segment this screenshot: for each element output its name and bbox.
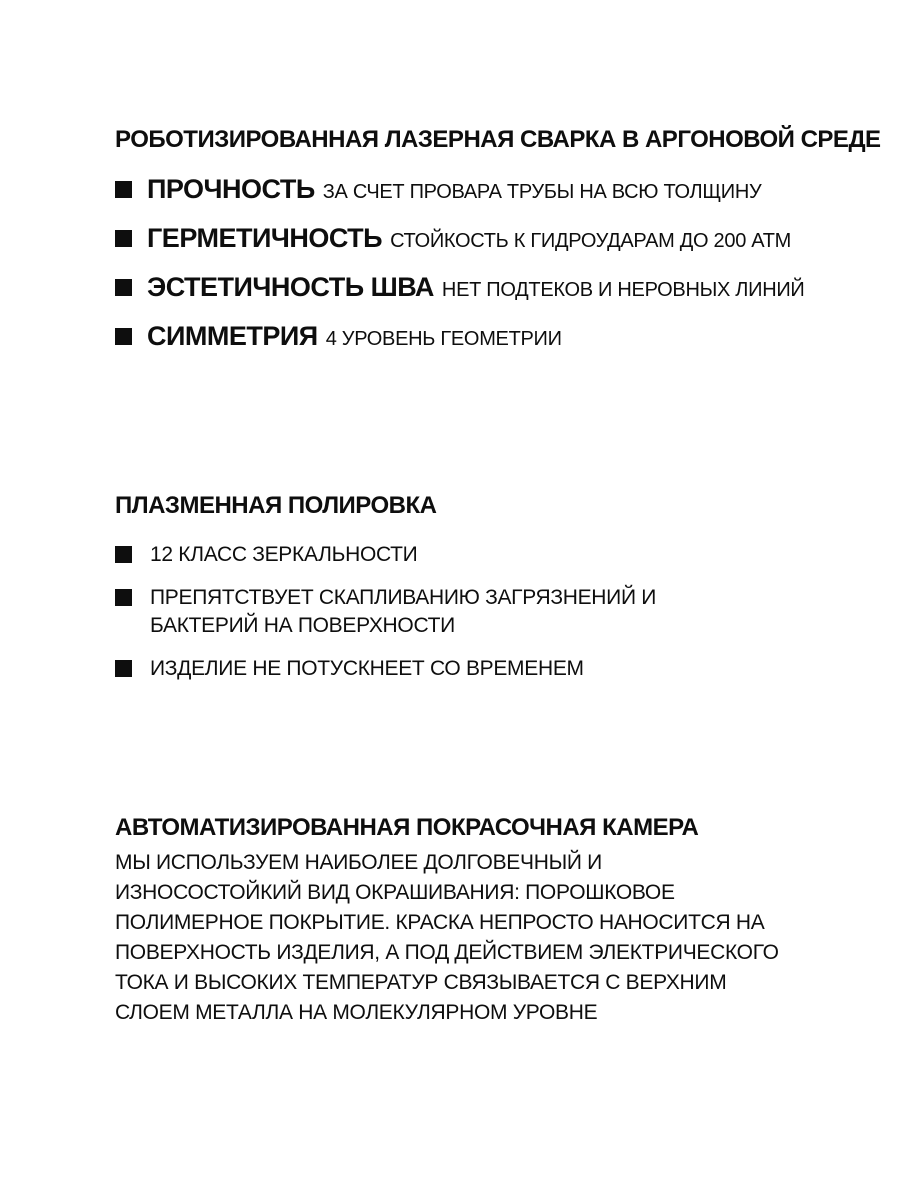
- feature-text: [150, 541, 417, 569]
- feature-keyword: ПРОЧНОСТЬ: [147, 174, 315, 205]
- bullet-square-icon: [115, 328, 132, 345]
- section-painting-chamber: [115, 814, 779, 1028]
- feature-keyword: СИММЕТРИЯ: [147, 321, 318, 352]
- bullet-square-icon: [115, 181, 132, 198]
- list-item: [115, 655, 656, 683]
- section-title: ПЛАЗМЕННАЯ ПОЛИРОВКА: [115, 492, 437, 519]
- list-item: [115, 174, 881, 206]
- feature-text: [147, 174, 761, 205]
- paragraph-line: ТОКА И ВЫСОКИХ ТЕМПЕРАТУР СВЯЗЫВАЕТСЯ С ВЕРХНИМ: [115, 970, 727, 994]
- feature-line: БАКТЕРИЙ НА ПОВЕРХНОСТИ: [150, 613, 455, 637]
- bullet-square-icon: [115, 279, 132, 296]
- bullet-square-icon: [115, 589, 132, 606]
- bullet-square-icon: [115, 546, 132, 563]
- bullet-square-icon: [115, 230, 132, 247]
- section-title: АВТОМАТИЗИРОВАННАЯ ПОКРАСОЧНАЯ КАМЕРА: [115, 814, 699, 841]
- paragraph-line: ПОВЕРХНОСТЬ ИЗДЕЛИЯ, А ПОД ДЕЙСТВИЕМ ЭЛЕКТРИЧЕСКОГО: [115, 940, 779, 964]
- feature-text: [147, 272, 805, 303]
- paragraph-line: ПОЛИМЕРНОЕ ПОКРЫТИЕ. КРАСКА НЕПРОСТО НАНОСИТСЯ НА: [115, 910, 765, 934]
- feature-keyword: ГЕРМЕТИЧНОСТЬ: [147, 223, 383, 254]
- feature-description: СТОЙКОСТЬ К ГИДРОУДАРАМ ДО 200 АТМ: [390, 230, 792, 253]
- paragraph-line: МЫ ИСПОЛЬЗУЕМ НАИБОЛЕЕ ДОЛГОВЕЧНЫЙ И: [115, 850, 602, 874]
- section-paragraph: [115, 848, 779, 1028]
- list-item: [115, 584, 656, 640]
- list-item: [115, 541, 656, 569]
- feature-list: [115, 541, 656, 683]
- feature-line: ПРЕПЯТСТВУЕТ СКАПЛИВАНИЮ ЗАГРЯЗНЕНИЙ И: [150, 585, 657, 609]
- paragraph-line: СЛОЕМ МЕТАЛЛА НА МОЛЕКУЛЯРНОМ УРОВНЕ: [115, 1000, 598, 1024]
- feature-line: 12 КЛАСС ЗЕРКАЛЬНОСТИ: [150, 542, 418, 566]
- list-item: [115, 223, 881, 255]
- section-laser-welding: [115, 126, 881, 370]
- section-plasma-polishing: [115, 492, 656, 698]
- feature-text: [150, 584, 656, 640]
- paragraph-line: ИЗНОСОСТОЙКИЙ ВИД ОКРАШИВАНИЯ: ПОРОШКОВОЕ: [115, 880, 675, 904]
- feature-description: 4 УРОВЕНЬ ГЕОМЕТРИИ: [325, 328, 562, 351]
- feature-description: ЗА СЧЕТ ПРОВАРА ТРУБЫ НА ВСЮ ТОЛЩИНУ: [322, 181, 762, 204]
- section-title: РОБОТИЗИРОВАННАЯ ЛАЗЕРНАЯ СВАРКА В АРГОНОВОЙ СРЕДЕ: [115, 126, 881, 153]
- feature-description: НЕТ ПОДТЕКОВ И НЕРОВНЫХ ЛИНИЙ: [441, 279, 805, 302]
- feature-text: [150, 655, 584, 683]
- list-item: [115, 272, 881, 304]
- list-item: [115, 321, 881, 353]
- feature-list: [115, 174, 881, 353]
- feature-line: ИЗДЕЛИЕ НЕ ПОТУСКНЕЕТ СО ВРЕМЕНЕМ: [150, 656, 584, 680]
- feature-keyword: ЭСТЕТИЧНОСТЬ ШВА: [147, 272, 434, 303]
- bullet-square-icon: [115, 660, 132, 677]
- feature-text: [147, 223, 791, 254]
- feature-text: [147, 321, 562, 352]
